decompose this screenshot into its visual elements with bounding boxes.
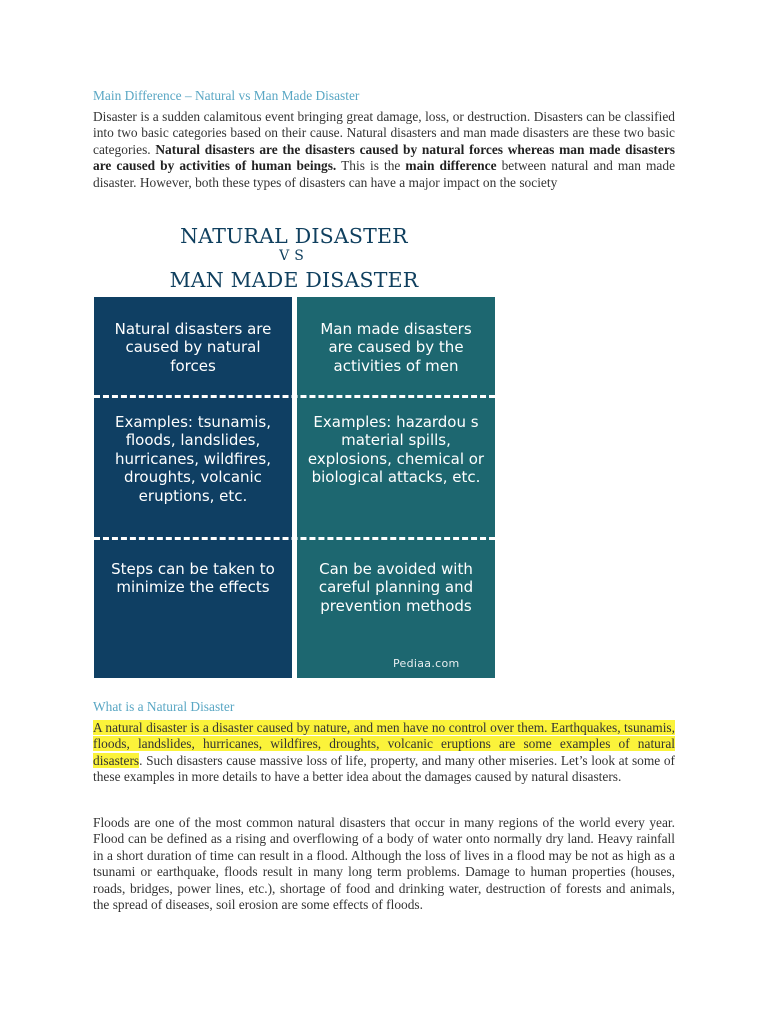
highlighted-definition: A natural disaster is a disaster caused by nature, and men have no control over them. Earthquakes, tsunamis, floods, landslides, hurricanes, wildfires, droughts, volcanic eruptions are some examples of natural disasters [93,720,675,768]
infographic-title-vs: VS [279,248,309,264]
man-made-examples-cell: Examples: hazardou s material spills, explosions, chemical or biological attacks, etc. [307,413,485,487]
natural-disaster-text-rest: . Such disasters cause massive loss of life, property, and many other miseries. Let’s look at some of these examples in more details to have a better idea about the damages caused by natural disasters. [93,752,675,785]
pediaa-credit-logo: Pediaa.com [393,657,460,670]
intro-bold-statement: Natural disasters are the disasters caused by natural forces whereas man made disasters are caused by activities of human beings. [93,141,675,174]
column-divider [292,297,297,678]
row-divider-1 [94,395,495,398]
man-made-cause-cell: Man made disasters are caused by the activities of men [320,320,472,375]
man-made-prevention-cell: Can be avoided with careful planning and prevention methods [318,560,474,615]
natural-cause-cell: Natural disasters are caused by natural forces [114,320,272,375]
infographic-title-man-made: MAN MADE DISASTER [169,268,419,292]
natural-disaster-paragraph [93,720,675,786]
intro-paragraph [93,109,675,191]
infographic-title-natural: NATURAL DISASTER [180,224,408,248]
intro-bold-main-difference: main difference [405,158,497,174]
natural-examples-cell: Examples: tsunamis, floods, landslides, hurricanes, wildfires, droughts, volcanic eruptions, etc. [115,413,271,505]
section-heading-main-difference: Main Difference – Natural vs Man Made Disaster [93,88,360,103]
intro-text-end: between natural and man made disaster. However, both these types of disasters can have a major impact on the society [93,158,676,190]
intro-text-mid: This is the [336,158,406,174]
intro-text-start: Disaster is a sudden calamitous event bringing great damage, loss, or destruction. Disasters can be classified into two basic categories based on their cause. Natural disasters and man made disasters are these two basic categories. [93,109,675,157]
natural-effects-cell: Steps can be taken to minimize the effects [111,560,275,597]
section-heading-natural-disaster: What is a Natural Disaster [93,699,235,714]
row-divider-2 [94,537,495,540]
floods-paragraph: Floods are one of the most common natural disasters that occur in many regions of the world every year. Flood can be defined as a rising and overflowing of a body of water onto normally dry land. Heavy rainfall in a short duration of time can result in a flood. Although the loss of lives in a flood may be not as high as a tsunami or earthquake, floods result in many long term problems. Damage to human properties (houses, roads, bridges, power lines, etc.), shortage of food and drinking water, destruction of forests and animals, the spread of diseases, soil erosion are some effects of floods. [93,815,675,913]
